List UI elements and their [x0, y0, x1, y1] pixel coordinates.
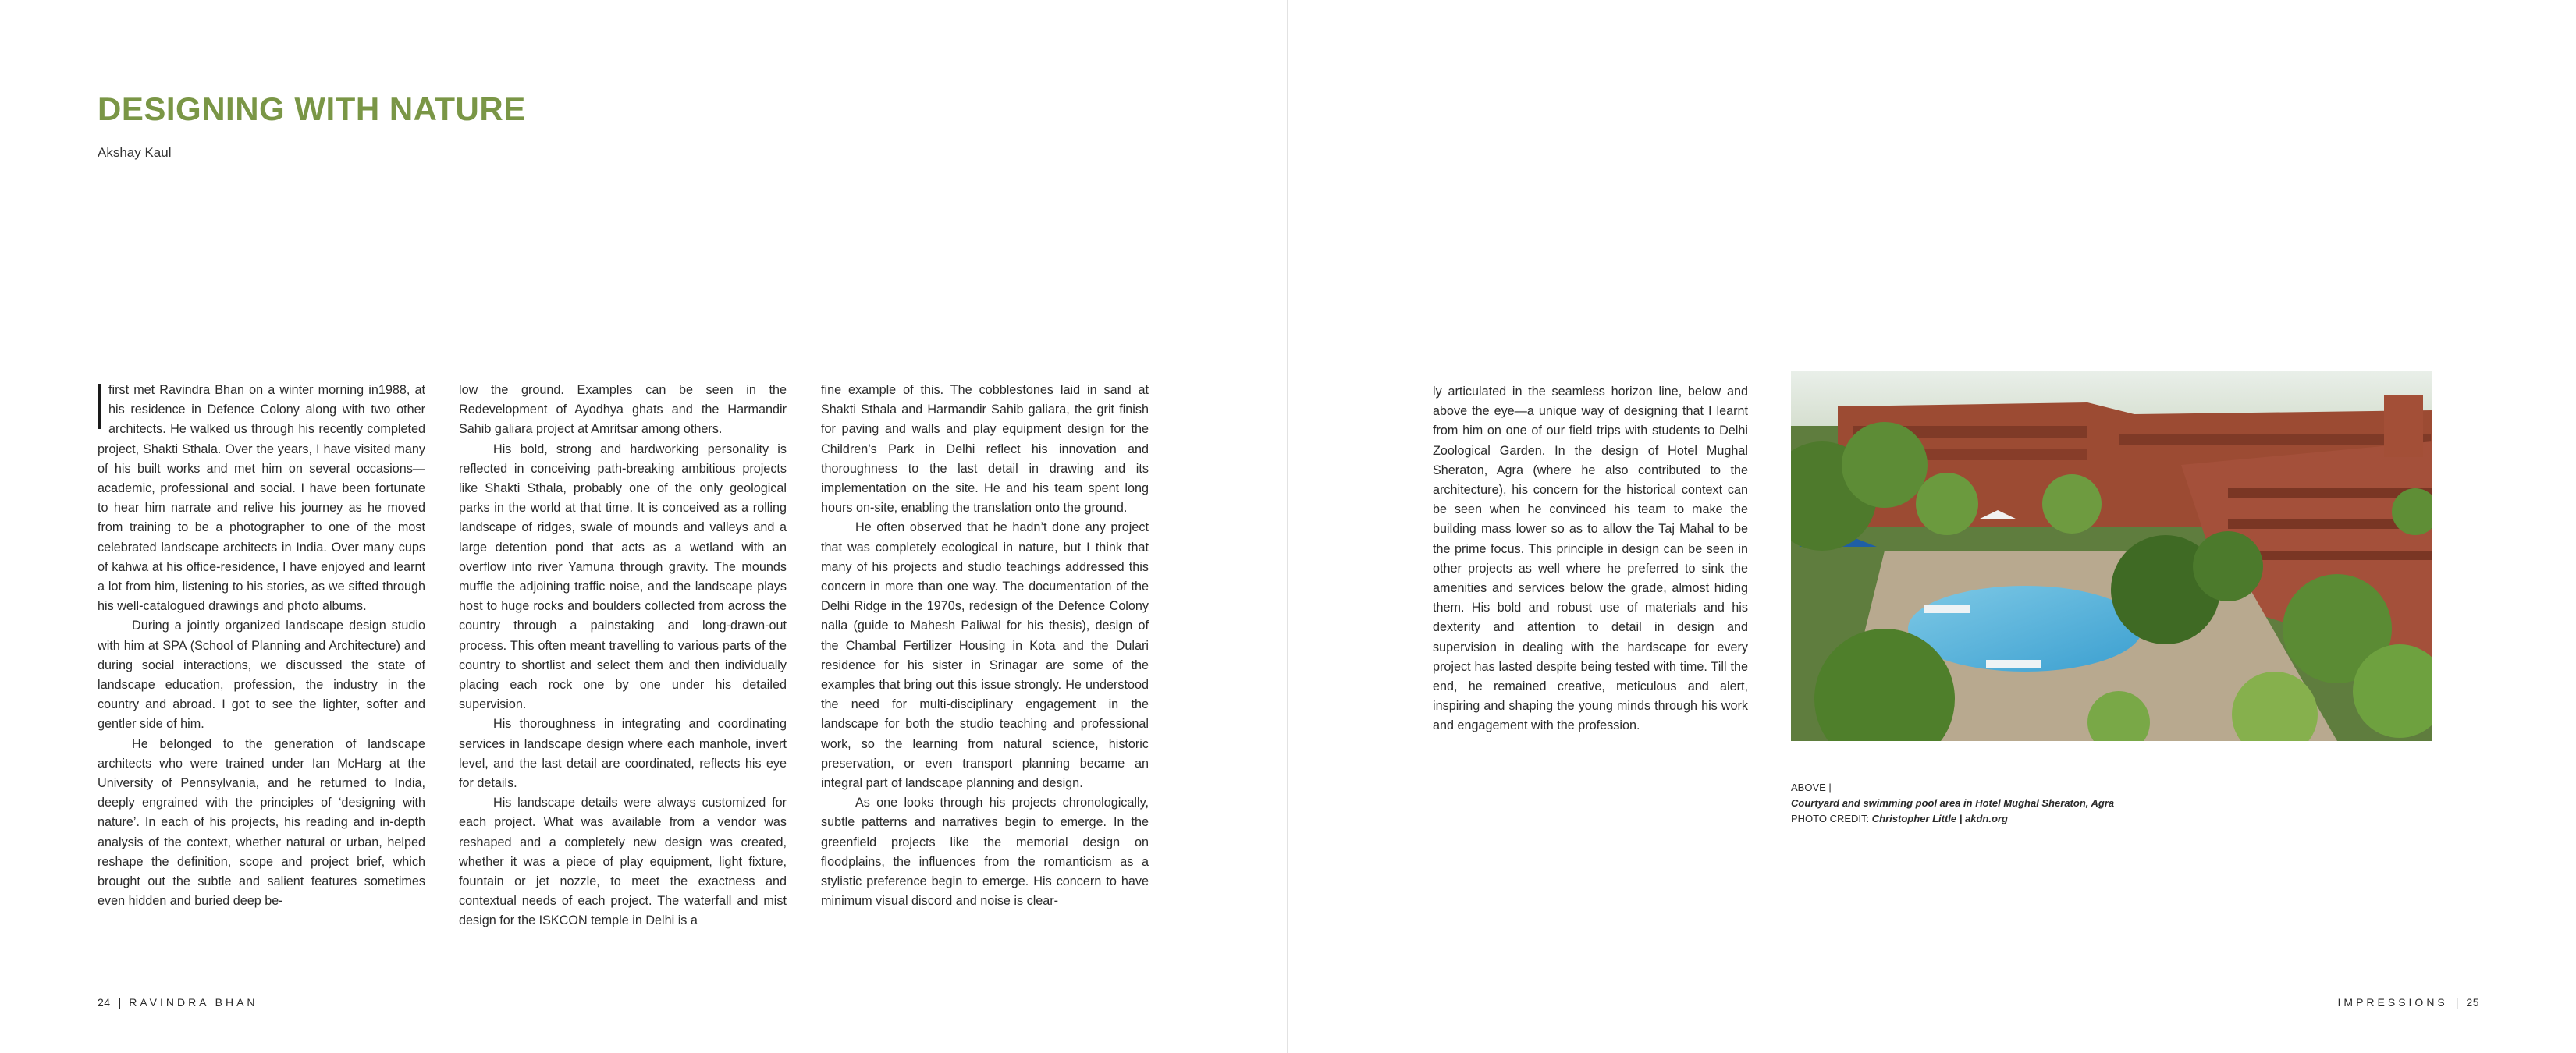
page-number-right: 25 — [2466, 996, 2479, 1009]
right-page — [1289, 0, 2576, 1053]
body-paragraph: ly articulated in the seamless horizon line, below and above the eye—a unique way of designing that I learnt from him on one of our field trips with students to Delhi Zoological Garden. In the design of Hotel Mughal Sheraton, Agra (where he also contributed to the architecture), his concern for the historical context can be seen when he convinced his team to make the building mass lower so as to allow the Taj Mahal to be the prime focus. This principle in design can be seen in other projects as well where he preferred to sink the amenities and services below the grade, almost hiding them. His bold and robust use of materials and his dexterity and attention to detail in design and supervision in dealing with the hardscape for every project has lasted despite being tested with time. Till the end, he remained creative, meticulous and alert, inspiring and shaping the young minds through his work and engagement with the profession. — [1433, 385, 1748, 733]
body-paragraph: fine example of this. The cobblestones laid in sand at Shakti Sthala and Harmandir Sahib galiara, the grit finish for paving and walls and play equipment design for the Children’s Park in Delhi reflect his innovation and thoroughness to the last detail in drawing and its implementation on the site. He and his team spent long hours on-site, enabling the translation onto the ground. — [821, 383, 1149, 516]
body-paragraph: low the ground. Examples can be seen in the Redevelopment of Ayodhya ghats and the Harmandir Sahib galiara project at Amritsar among others. — [459, 383, 787, 437]
spread-gutter — [1287, 0, 1288, 1053]
footer-right — [2338, 996, 2479, 1009]
photo-credit — [1791, 811, 2114, 827]
body-paragraph: His landscape details were always customized for each project. What was available from a vendor was reshaped and a completely new design was created, whether it was a piece of play equipment, light fixture, fountain or jet nozzle, to meet the exactness and contextual needs of each project. The waterfall and mist design for the ISKCON temple in Delhi is a — [459, 796, 787, 928]
body-paragraph: He often observed that he hadn’t done any project that was completely ecological in nature, but I think that many of his projects and studio teachings addressed this concern in more than one way. The documentation of the Delhi Ridge in the 1970s, redesign of the Defence Colony nalla (guide to Mahesh Paliwal for his thesis), design of the Chambal Fertilizer Housing in Kota and the Dulari residence for his sister in Srinagar are some of the examples that bring out this issue strongly. He understood the need for multi-disciplinary engagement in the landscape for both the studio teaching and professional work, so the learning from natural science, historic preservation, or even transport planning became an integral part of landscape planning and design. — [821, 520, 1149, 791]
credit-label: PHOTO CREDIT: — [1791, 813, 1870, 824]
body-paragraph: During a jointly organized landscape design studio with him at SPA (School of Planning and Architecture) and during social interactions, we discussed the state of landscape education, profession, the industry in the country and abroad. I got to see the lighter, softer and gentler side of him. — [98, 619, 425, 732]
body-paragraph: As one looks through his projects chronologically, subtle patterns and narratives begin to emerge. In the greenfield projects like the memorial design on floodplains, the influences from the romanticism as a stylistic preference begin to emerge. His concern to have minimum visual discord and noise is clear- — [821, 796, 1149, 909]
text-column-4 — [1433, 382, 1748, 736]
drop-cap-bar — [98, 384, 101, 429]
caption-text: Courtyard and swimming pool area in Hotel Mughal Sheraton, Agra — [1791, 797, 2115, 809]
article-author: Akshay Kaul — [98, 145, 172, 160]
caption-label: ABOVE | — [1791, 782, 1832, 793]
running-head-right: IMPRESSIONS — [2337, 996, 2448, 1009]
footer-separator: | — [118, 996, 122, 1009]
article-title: DESIGNING WITH NATURE — [98, 90, 526, 127]
text-column-1 — [98, 381, 425, 911]
photo-caption — [1791, 780, 2114, 827]
running-head-left: RAVINDRA BHAN — [129, 996, 258, 1009]
body-paragraph: His bold, strong and hardworking personality is reflected in conceiving path-breaking ambitious projects like Shakti Sthala, probably one of the only geological parks in the world at that time. It is conceived as a rolling landscape of ridges, swale of mounds and valleys and a large detention pond that acts as a wetland with an overflow into river Yamuna through gravity. The mounds muffle the adjoining traffic noise, and the landscape plays host to huge rocks and boulders collected from across the country through a painstaking and long-drawn-out process. This often meant travelling to various parts of the country to shortlist and select them and then individually placing each rock one by one under his detailed supervision. — [459, 441, 787, 712]
hotel-courtyard-photo — [1791, 371, 2432, 741]
body-paragraph: He belonged to the generation of landscape architects who were trained under Ian McHarg at the University of Pennsylvania, and he returned to India, deeply engrained with the principles of ‘designing with nature’. In each of his projects, his reading and in-depth analysis of the context, whether natural or urban, helped reshape the definition, scope and project brief, which brought out the subtle and salient features sometimes even hidden and buried deep be- — [98, 736, 425, 909]
body-paragraph: His thoroughness in integrating and coordinating services in landscape design where each manhole, invert level, and the last detail are coordinated, reflects his eye for details. — [459, 717, 787, 791]
footer-left — [98, 996, 258, 1009]
text-column-2 — [459, 381, 787, 931]
text-column-3 — [821, 381, 1149, 911]
credit-text: Christopher Little | akdn.org — [1871, 813, 2008, 824]
footer-separator: | — [2455, 996, 2459, 1009]
body-paragraph: first met Ravindra Bhan on a winter morning in1988, at his residence in Defence Colony along with two other architects. He walked us through his recently completed project, Shakti Sthala. Over the years, I have visited many of his built works and met him on several occasions—academic, professional and social. I have been fortunate to hear him narrate and relive his journey as he moved from training to be a photographer to one of the most celebrated landscape architects in India. Over many cups of kahwa at his office-residence, I have enjoyed and learnt a lot from him, listening to his stories, as we sifted through his well-catalogued drawings and photo albums. — [98, 383, 425, 614]
page-number-left: 24 — [98, 996, 111, 1009]
photo-illustration — [1791, 371, 2432, 741]
